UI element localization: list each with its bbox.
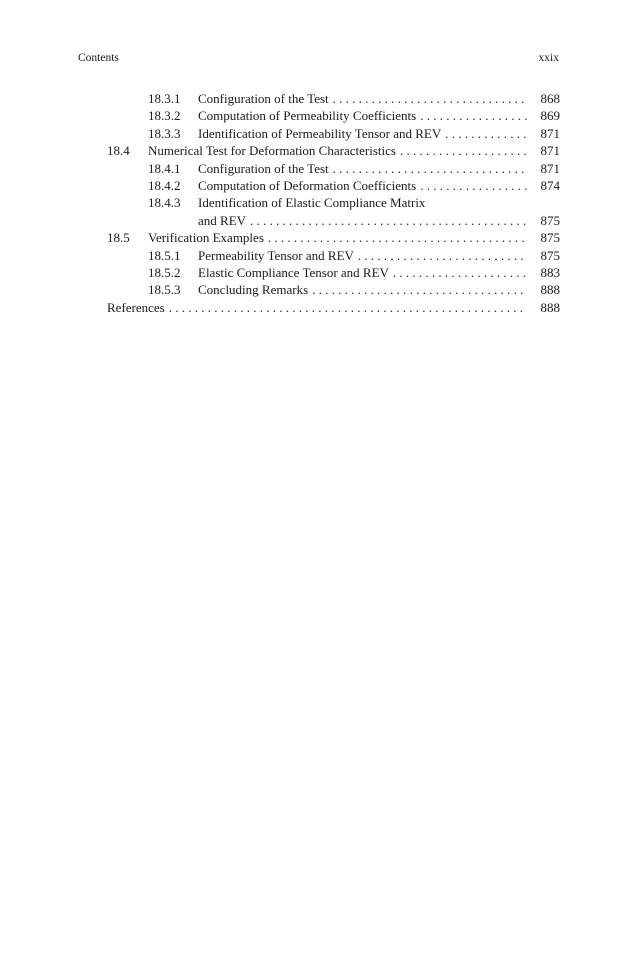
dot-leader (165, 299, 527, 316)
toc-entry-number: 18.4.3 (148, 195, 181, 211)
toc-entry-18-4 (0, 142, 638, 159)
toc-entry-number: 18.4.2 (148, 177, 181, 193)
dot-leader (441, 125, 527, 142)
toc-entry-title: Computation of Permeability Coefficients (198, 108, 417, 124)
toc-entry-number: 18.3.3 (148, 125, 181, 141)
toc-entry-number: 18.5.1 (148, 247, 181, 263)
toc-entry-number: 18.3.1 (148, 91, 181, 106)
toc-entry-18-3-1 (0, 90, 638, 107)
toc-entry-title: Configuration of the Test (198, 160, 329, 176)
toc-entry-18-3-3 (0, 125, 638, 142)
toc-entry-18-4-2 (0, 177, 638, 194)
toc-entry-18-4-1 (0, 160, 638, 177)
toc-entry-references (0, 299, 638, 316)
dot-leader (354, 247, 527, 264)
toc-entry-page: 871 (540, 160, 560, 176)
toc-entry-title: Concluding Remarks (198, 282, 309, 298)
toc-entry-title-continuation: and REV (198, 212, 247, 228)
dot-leader (329, 160, 527, 177)
table-of-contents (0, 90, 638, 316)
toc-entry-18-5-3 (0, 281, 638, 298)
toc-entry-number: 18.4.1 (148, 160, 181, 176)
toc-entry-number: 18.5.3 (148, 282, 181, 298)
toc-entry-page: 875 (540, 247, 560, 263)
toc-entry-number: 18.5 (107, 230, 130, 246)
dot-leader (246, 212, 527, 229)
toc-entry-page: 888 (540, 299, 560, 315)
toc-entry-title: Identification of Permeability Tensor and REV (198, 125, 442, 141)
dot-leader (416, 177, 527, 194)
dot-leader (264, 229, 527, 246)
toc-entry-title: Numerical Test for Deformation Characteristics (148, 143, 396, 159)
toc-entry-number: 18.5.2 (148, 264, 181, 280)
toc-entry-number: 18.4 (107, 143, 130, 159)
running-header-page-number: xxix (538, 52, 559, 64)
running-header-title: Contents (78, 52, 119, 64)
toc-entry-18-4-3 (0, 194, 638, 211)
toc-entry-18-4-3-continuation (0, 212, 638, 229)
toc-entry-page: 888 (540, 282, 560, 298)
toc-entry-page: 874 (540, 177, 560, 193)
toc-entry-title: Elastic Compliance Tensor and REV (198, 264, 389, 280)
toc-entry-page: 871 (540, 143, 560, 159)
toc-entry-page: 875 (540, 212, 560, 228)
toc-entry-18-5-2 (0, 264, 638, 281)
toc-entry-title: Permeability Tensor and REV (198, 247, 354, 263)
dot-leader (308, 281, 527, 298)
toc-entry-page: 868 (540, 91, 560, 106)
dot-leader (396, 142, 527, 159)
toc-entry-18-3-2 (0, 107, 638, 124)
toc-entry-title: References (107, 299, 165, 315)
toc-entry-number: 18.3.2 (148, 108, 181, 124)
dot-leader (416, 107, 527, 124)
toc-entry-title: Identification of Elastic Compliance Matrix (198, 195, 426, 211)
toc-entry-18-5-1 (0, 247, 638, 264)
toc-entry-page: 869 (540, 108, 560, 124)
toc-entry-page: 883 (540, 264, 560, 280)
toc-entry-title: Computation of Deformation Coefficients (198, 177, 417, 193)
toc-entry-title: Configuration of the Test (198, 91, 329, 106)
toc-entry-page: 871 (540, 125, 560, 141)
dot-leader (329, 90, 527, 107)
toc-entry-18-5 (0, 229, 638, 246)
toc-entry-page: 875 (540, 230, 560, 246)
toc-entry-title: Verification Examples (148, 230, 264, 246)
dot-leader (389, 264, 527, 281)
